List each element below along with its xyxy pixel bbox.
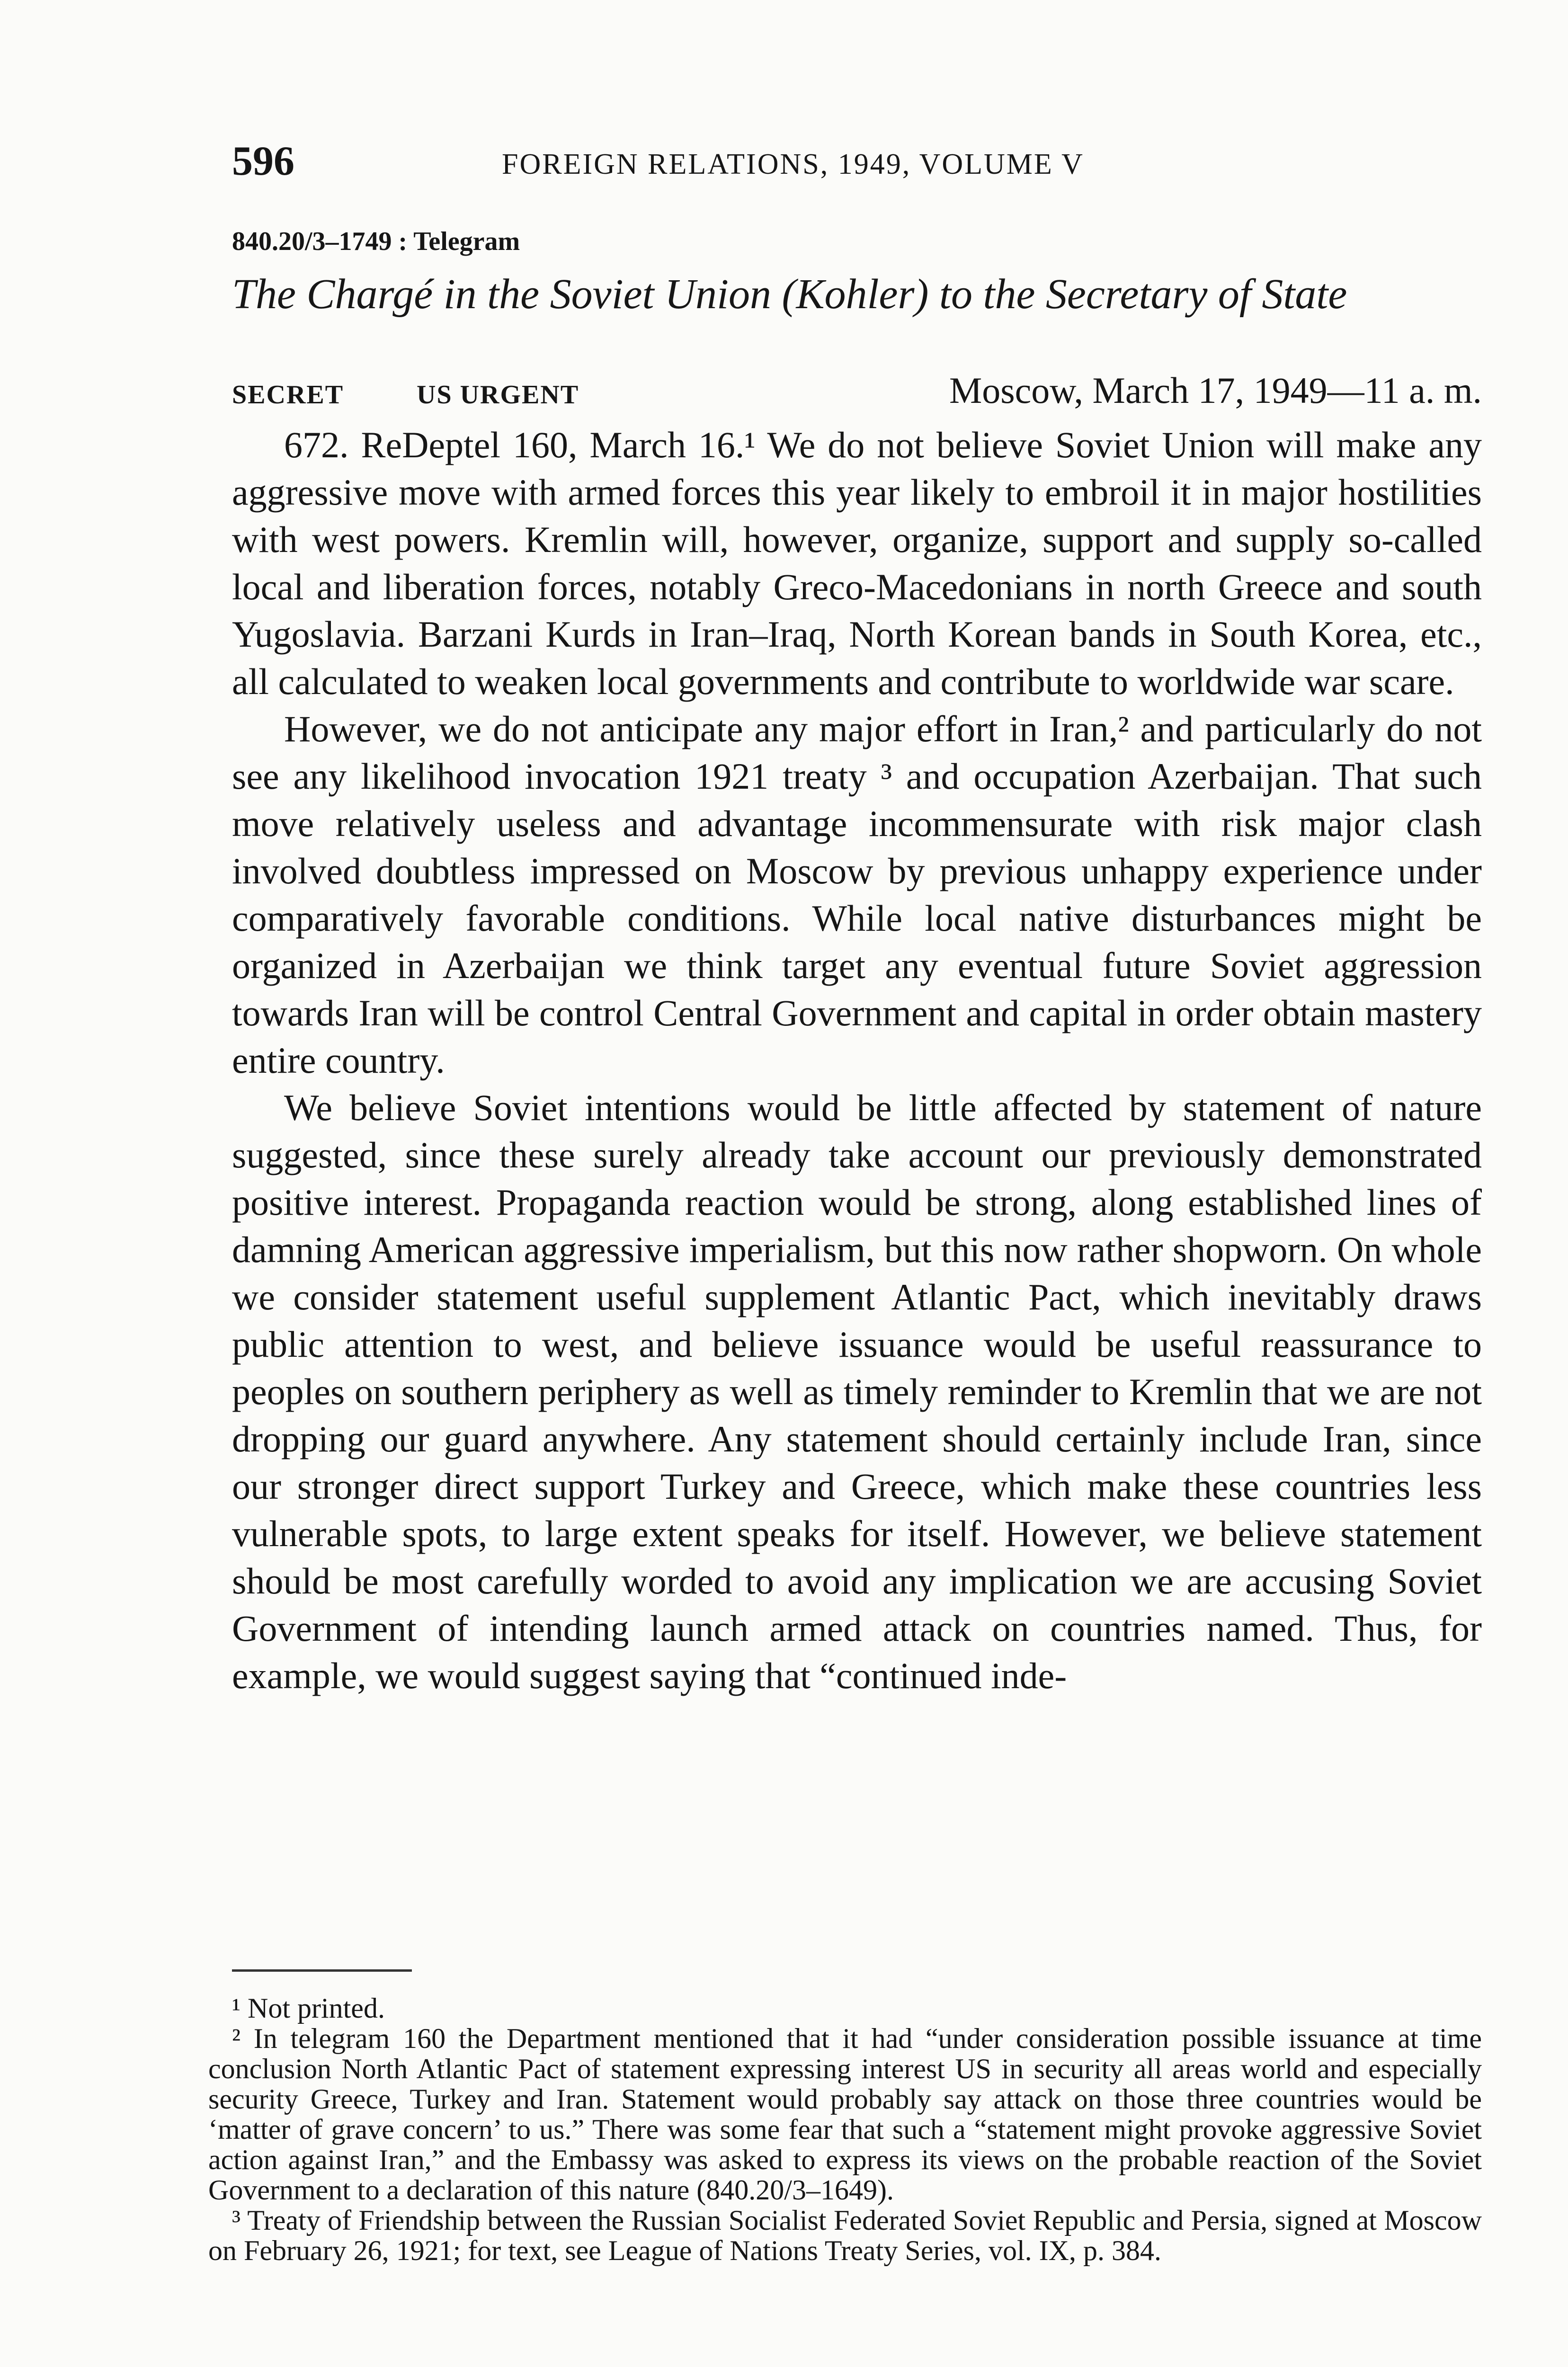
body-paragraph: However, we do not anticipate any major effort in Iran,² and particularly do not see any likelihood invocation 1921 treaty ³ and occupation Azerbaijan. That such move relatively useless and advantage incommensurate with risk major clash involved doubtless impressed on Moscow by previous unhappy experience under comparatively favorable conditions. While local native disturbances might be organized in Azerbaijan we think target any eventual future Soviet aggression towards Iran will be control Central Government and capital in order obtain mastery entire country. xyxy=(232,708,1482,1081)
footnote: ¹ Not printed. xyxy=(232,1993,385,2024)
telegram-meta-line xyxy=(232,369,1482,421)
footnote-divider xyxy=(232,1969,412,1972)
body-paragraph: We believe Soviet intentions would be little affected by statement of nature suggested, since these surely already take account our previously demonstrated positive interest. Propaganda reaction would be strong, along established lines of damning American aggressive imperialism, but this now rather shopworn. On whole we consider statement useful supplement Atlantic Pact, which inevitably draws public attention to west, and believe issuance would be useful reassurance to peoples on southern periphery as well as timely reminder to Kremlin that we are not dropping our guard anywhere. Any statement should certainly include Iran, since our stronger direct support Turkey and Greece, which make these countries less vulnerable spots, to large extent speaks for itself. However, we believe statement should be most carefully worded to avoid any implication we are accusing Soviet Government of intending launch armed attack on countries named. Thus, for example, we would suggest saying that “continued inde- xyxy=(232,1087,1482,1696)
running-title: FOREIGN RELATIONS, 1949, VOLUME V xyxy=(502,148,1084,180)
footnote: ² In telegram 160 the Department mentioned that it had “under consideration possible issuance at time conclusion North Atlantic Pact of statement expressing interest US in security all areas world and especially security Greece, Turkey and Iran. Statement would probably say attack on those three countries would be ‘matter of grave concern’ to us.” There was some fear that such a “statement might provoke aggressive Soviet action against Iran,” and the Embassy was asked to express its views on the probable reaction of the Soviet Government to a declaration of this nature (840.20/3–1649). xyxy=(208,2023,1482,2206)
running-head xyxy=(232,137,1482,189)
body-paragraph: 672. ReDeptel 160, March 16.¹ We do not believe Soviet Union will make any aggressive move with armed forces this year likely to embroil it in major hostilities with west powers. Kremlin will, however, organize, support and supply so-called local and liberation forces, notably Greco-Macedonians in north Greece and south Yugoslavia. Barzani Kurds in Iran–Iraq, North Korean bands in South Korea, etc., all calculated to weaken local governments and contribute to worldwide war scare. xyxy=(232,424,1482,702)
footnotes xyxy=(208,1993,1482,2266)
dateline: Moscow, March 17, 1949—11 a. m. xyxy=(949,370,1482,411)
classification-label: SECRET xyxy=(232,380,344,409)
file-reference: 840.20/3–1749 : Telegram xyxy=(232,227,520,256)
page-number: 596 xyxy=(232,138,294,184)
footnote: ³ Treaty of Friendship between the Russian Socialist Federated Soviet Republic and Persia, signed at Moscow on February 26, 1921; for text, see League of Nations Treaty Series, vol. IX, p. 384. xyxy=(208,2205,1482,2266)
document-title: The Chargé in the Soviet Union (Kohler) to the Secretary of State xyxy=(232,271,1347,318)
telegram-body xyxy=(232,421,1482,1700)
precedence-label: US URGENT xyxy=(417,380,579,409)
